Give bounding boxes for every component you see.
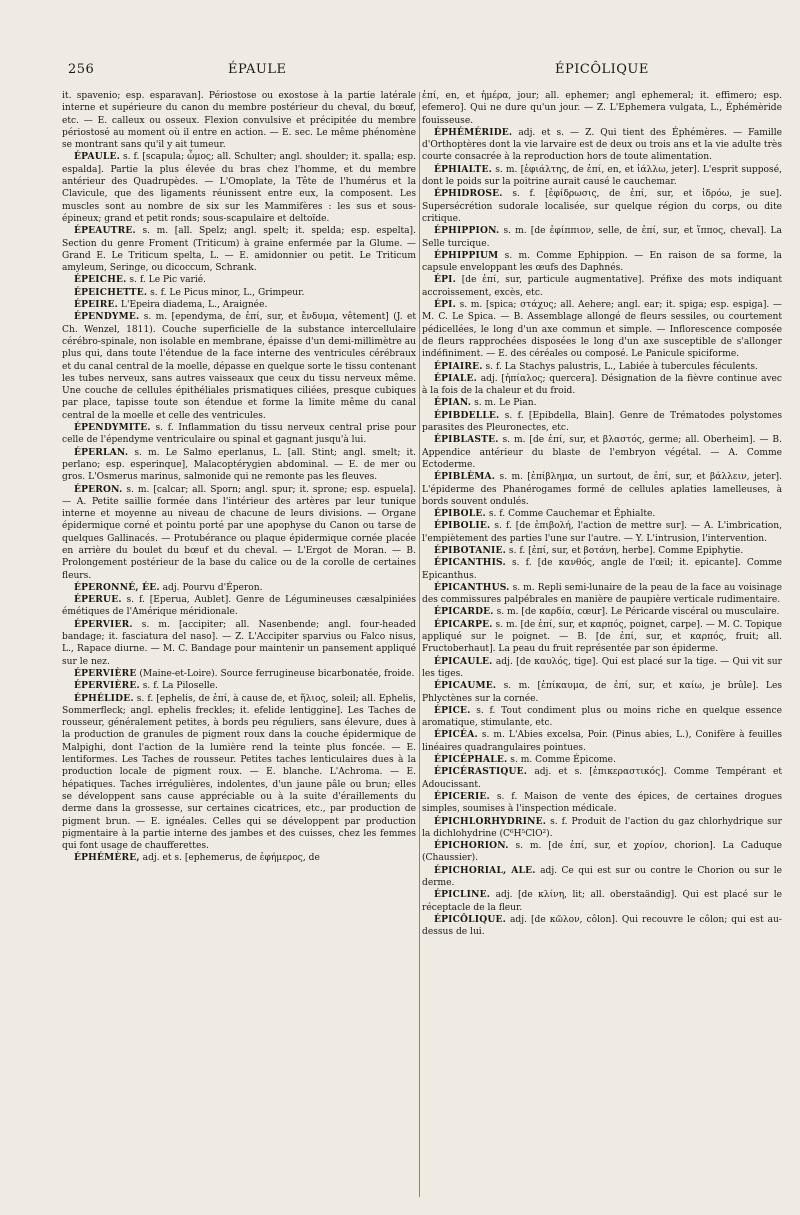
entry-headword: ÉPICÔLIQUE. [434, 913, 506, 925]
dictionary-entry [422, 705, 782, 730]
entry-definition: s. f. [ἐπί, sur, et βοτάνη, herbe]. Comme Epiphytie. [508, 545, 744, 556]
dictionary-entry [62, 299, 416, 311]
entry-headword: ÉPERUE. [74, 594, 122, 606]
entry-headword: ÉPICARDE. [434, 606, 494, 618]
entry-definition: s. f. [ἐφίδρωσις, de ἐπί, sur, et ἱδρόω, je sue]. Supersécrétion sudorale localisée, sur quelque région du corps, ou dite critique. [422, 189, 782, 224]
entry-headword: ÉPEAUTRE. [74, 225, 136, 237]
entry-definition: s. m. [ependyma, de ἐπί, sur, et ἔνδυμα, vêtement] (J. et Ch. Wenzel, 1811). Couche superficielle de la substance intercellulaire cérébro-spinale, non isolable en membrane, épaisse d'un demi-millimètre au plus qui, dans toute l'étendue de la face interne des ventricules cérébraux et du canal central de la moelle, dépasse en quelque sorte le tissu contenant les tubes nerveux, sans autres vaisseaux que ceux du tissu nerveux même. Une couche de cellules épithéliales prismatiques ciliées, presque cubiques par place, tapisse toute son étendue et forme la limite même du canal central de la moelle et celle des ventricules. [62, 312, 416, 421]
entry-definition: s. f. [de ἐπιβολή, l'action de mettre sur]. — A. L'imbrication, l'empiètement des parties l'une sur l'autre. — Y. L'intrusion, l'intervention. [422, 521, 782, 544]
dictionary-entry [422, 889, 782, 914]
entry-definition: s. m. L'Abies excelsa, Poir. (Pinus abies, L.), Conifère à feuilles linéaires quadrangulaires pointues. [422, 730, 782, 753]
entry-headword: ÉPHÉMÈRE, [74, 852, 140, 864]
entry-headword: ÉPERVIER. [74, 618, 133, 630]
entry-definition: s. f. La Piloselle. [142, 681, 218, 692]
entry-headword: ÉPICANTHIS. [434, 557, 506, 569]
entry-definition: s. f. Produit de l'action du gaz chlorhydrique sur la dichlohydrine (C⁶H⁵ClO²). [422, 816, 782, 839]
dictionary-entry [62, 619, 416, 668]
entry-headword: ÉPICAUME. [434, 680, 497, 692]
entry-headword: ÉPICÉPHALE. [434, 754, 508, 766]
dictionary-entry [422, 840, 782, 865]
entry-headword: ÉPICÉA. [434, 729, 478, 741]
dictionary-entry [62, 693, 416, 853]
entry-definition: adj. Pourvu d'Éperon. [162, 582, 263, 593]
entry-headword: ÉPERVIÈRE [74, 667, 137, 679]
dictionary-entry [62, 151, 416, 225]
entry-definition: s. m. Comme Épicome. [510, 755, 616, 766]
entry-headword: ÉPENDYME. [74, 311, 140, 323]
entry-headword: ÉPICLINE. [434, 889, 491, 901]
entry-headword: ÉPICÉRASTIQUE. [434, 766, 528, 778]
entry-headword: ÉPI. [434, 299, 456, 311]
entry-headword: ÉPICAULE. [434, 655, 493, 667]
entry-definition: s. m. [all. Spelz; angl. spelt; it. spelda; esp. espelta]. Section du genre Froment (Triticum) à graine enfermée par la Glume. — Grand E. Le Triticum spelta, L. — E. amidonnier ou petit. Le Triticum amyleum, Seringe, ou dicoccum, Schrank. [62, 226, 416, 274]
entry-headword: ÉPIBDELLE. [434, 409, 500, 421]
entry-headword: ÉPICARPE. [434, 618, 493, 630]
entry-headword: ÉPHIPPIUM [434, 249, 499, 261]
entry-headword: ÉPIBOLE. [434, 508, 486, 520]
dictionary-entry [62, 287, 416, 299]
entry-definition: s. f. La Stachys palustris, L., Labiée à tubercules féculents. [485, 361, 758, 372]
entry-definition: s. m. [spica; στάχυς; all. Aehere; angl. ear; it. spiga; esp. espiga]. — M. C. Le Spica. — B. Assemblage allongé de fleurs sessiles, ou courtement pédicellées, le long d'un axe commun et simple. — Inflorescence composée de fleurs rapprochées disposées le long d'un axe susceptible de s'allonger indéfiniment. — E. des céréales ou composé. Le Panicule spiciforme. [422, 300, 782, 360]
dictionary-entry [422, 225, 782, 250]
entry-definition: s. m. [de ἐπί, sur, et χορίον, chorion]. La Caduque (Chaussier). [422, 841, 782, 864]
dictionary-entry [422, 299, 782, 360]
entry-definition: s. m. [accipiter; all. Nasenbende; angl. four-headed bandage; it. fasciatura del naso]. — Z. L'Accipiter sparvius ou Falco nisus, L., Rapace diurne. — M. C. Bandage pour maintenir un pansement appliqué sur le nez. [62, 619, 416, 667]
dictionary-entry [422, 410, 782, 435]
dictionary-entry [422, 164, 782, 189]
entry-definition: s. m. [ἐπίκαυμα, de ἐπί, sur, et καίω, je brûle]. Les Phlyctènes sur la cornée. [422, 681, 782, 704]
dictionary-entry [422, 373, 782, 398]
entry-headword: ÉPHÉMÉRIDE. [434, 126, 513, 138]
dictionary-entry [62, 582, 416, 594]
dictionary-entry [62, 680, 416, 692]
entry-headword: ÉPIBOTANIE. [434, 544, 506, 556]
left-running-title: ÉPAULE [228, 62, 287, 77]
running-header [0, 62, 800, 84]
entry-definition: s. m. Comme Ephippion. — En raison de sa forme, la capsule enveloppant les œufs des Daphnés. [422, 250, 782, 274]
dictionary-entry [62, 422, 416, 447]
dictionary-entry [422, 865, 782, 890]
dictionary-entry [422, 520, 782, 545]
entry-headword: ÉPHIDROSE. [434, 188, 503, 200]
entry-headword: ÉPICERIE. [434, 790, 490, 802]
entry-definition: (Maine-et-Loire). Source ferrugineuse bicarbonatée, froide. [139, 668, 415, 679]
dictionary-entry [422, 545, 782, 557]
entry-definition: s. f. [scapula; ὦμος; all. Schulter; angl. shoulder; it. spalla; esp. espalda]. Partie la plus élevée du bras chez l'homme, et du membre antérieur des Quadrupèdes. — L'Omoplate, la Tête de l'humérus et la Clavicule, que des ligaments réunissent entre eux, la composent. Les muscles sont au nombre de six sur les Mammifères : les sus et sous-épineux; grand et petit ronds; sous-scapulaire et deltoïde. [62, 152, 416, 224]
dictionary-entry [422, 557, 782, 582]
dictionary-entry [422, 680, 782, 705]
entry-definition: s. f. [Eperua, Aublet]. Genre de Légumineuses cæsalpiniées émétiques de l'Amérique méridionale. [62, 595, 416, 618]
entry-definition: s. f. Le Pic varié. [129, 275, 207, 286]
dictionary-entry [422, 508, 782, 520]
entry-headword: ÉPIALE. [434, 372, 477, 384]
entry-definition: s. f. [Epibdella, Blain]. Genre de Trématodes polystomes parasites des Pleuronectes, etc. [422, 410, 782, 434]
entry-definition: adj. et s. [ephemerus, de ἐφήμερος, de [142, 853, 320, 864]
entry-headword: ÉPAULE. [74, 151, 120, 163]
dictionary-entry [62, 225, 416, 274]
dictionary-entry [422, 188, 782, 225]
dictionary-entry [422, 619, 782, 656]
entry-definition: adj. [de κῶλον, côlon]. Qui recouvre le côlon; qui est au-dessus de lui. [422, 914, 782, 938]
dictionary-entry [422, 434, 782, 471]
entry-headword: ÉPICHORIAL, ALE. [434, 864, 536, 876]
entry-headword: ÉPHÉLIDE. [74, 692, 134, 704]
entry-definition: adj. [ἠπίαλος; quercera]. Désignation de la fièvre continue avec à la fois de la chaleur et du froid. [422, 373, 782, 397]
entry-definition: adj. [de κλίνη, lit; all. oberstaändig]. Qui est placé sur le réceptacle de la fleur. [422, 890, 782, 913]
dictionary-entry [422, 754, 782, 766]
entry-definition: s. m. Le Pian. [474, 398, 537, 409]
dictionary-entry [422, 791, 782, 816]
dictionary-entry [422, 471, 782, 508]
entry-definition: s. f. Tout condiment plus ou moins riche en quelque essence aromatique, stimulante, etc. [422, 705, 782, 729]
entry-headword: ÉPICE. [434, 704, 471, 716]
dictionary-entry [422, 656, 782, 681]
dictionary-entry [422, 766, 782, 791]
entry-definition: s. m. [ἐπίβλημα, un surtout, de ἐπί, sur, et βάλλειν, jeter]. L'épiderme des Phanérogames formé de cellules aplaties lamelleuses, à bords souvent ondulés. [422, 472, 782, 507]
dictionary-entry [62, 447, 416, 484]
entry-definition: s. m. [de ἐφίππιον, selle, de ἐπί, sur, et ἵππος, cheval]. La Selle turcique. [422, 226, 782, 249]
dictionary-entry [422, 914, 782, 939]
entry-headword: ÉPICANTHUS. [434, 581, 510, 593]
entry-headword: ÉPHIPPION. [434, 225, 500, 237]
entry-definition: s. f. Maison de vente des épices, de certaines drogues simples, soumises à l'inspection médicale. [422, 791, 782, 815]
entry-definition: L'Epeira diadema, L., Araignée. [120, 300, 268, 311]
entry-headword: ÉPERON. [74, 483, 123, 495]
dictionary-entry [422, 606, 782, 618]
entry-definition: s. m. [de ἐπί, sur, et βλαστός, germe; all. Oberheim]. — B. Appendice antérieur du blaste de l'embryon végétal. — A. Comme Ectoderme. [422, 435, 782, 470]
entry-headword: ÉPICHLORHYDRINE. [434, 815, 547, 827]
dictionary-entry [62, 311, 416, 422]
left-column [62, 90, 416, 1202]
entry-headword: ÉPEICHETTE. [74, 286, 148, 298]
dictionary-entry [62, 90, 416, 151]
dictionary-entry [62, 274, 416, 286]
dictionary-entry [422, 127, 782, 164]
entry-definition: s. f. Inflammation du tissu nerveux central prise pour celle de l'épendyme ventriculaire ou spinal et gagnant jusqu'à lui. [62, 423, 416, 446]
entry-definition: s. f. Le Picus minor, L., Grimpeur. [150, 287, 305, 298]
entry-headword: ÉPIBLASTE. [434, 434, 499, 446]
right-running-title: ÉPICÔLIQUE [555, 62, 649, 77]
dictionary-entry [62, 668, 416, 680]
dictionary-entry [422, 729, 782, 754]
entry-definition: adj. [de καυλός, tige]. Qui est placé sur la tige. — Qui vit sur les tiges. [422, 656, 782, 679]
entry-definition: s. m. [ἐφιάλτης, de ἐπί, en, et ἰάλλω, jeter]. L'esprit supposé, dont le poids sur la poitrine aurait causé le cauchemar. [422, 164, 782, 188]
entry-headword: ÉPEICHE. [74, 274, 127, 286]
entry-definition: it. spavenio; esp. esparavan]. Périostose ou exostose à la partie latérale interne et supérieure du canon du membre postérieur du cheval, du bœuf, etc. — E. calleux ou osseux. Flexion convulsive et précipitée du membre périostosé au moment où il entre en action. — E. sec. Le même phénomène se montrant sans qu'il y ait tumeur. [62, 91, 416, 151]
dictionary-entry [62, 484, 416, 582]
entry-definition: adj. Ce qui est sur ou contre le Chorion ou sur le derme. [422, 865, 782, 888]
entry-definition: adj. et s. — Z. Qui tient des Éphémères. — Famille d'Orthoptères dont la vie larvaire est de deux ou trois ans et la vie adulte très courte consacrée à la reproduction hors de toute alimentation. [422, 127, 782, 163]
entry-headword: ÉPERLAN. [74, 446, 129, 458]
entry-headword: ÉPERVIÈRE. [74, 680, 140, 692]
dictionary-entry [422, 274, 782, 299]
entry-definition: adj. et s. [ἐπικεραστικός]. Comme Tempérant et Adoucissant. [422, 767, 782, 790]
dictionary-entry [422, 361, 782, 373]
entry-headword: ÉPIBOLIE. [434, 520, 491, 532]
dictionary-entry [422, 250, 782, 275]
entry-headword: ÉPHIALTE. [434, 163, 492, 175]
dictionary-entry [62, 594, 416, 619]
entry-definition: s. f. [de κανθός, angle de l'œil; it. epicante]. Comme Epicanthus. [422, 558, 782, 581]
dictionary-entry [422, 816, 782, 841]
entry-definition: s. m. [de καρδία, cœur]. Le Péricarde viscéral ou musculaire. [496, 607, 780, 618]
dictionary-entry [422, 582, 782, 607]
entry-headword: ÉPICHORION. [434, 840, 509, 852]
entry-definition: s. m. [calcar; all. Sporn; angl. spur; it. sprone; esp. espuela]. — A. Petite saillie formée dans l'intérieur des artères par leur tunique interne et moyenne au niveau de chacune de leurs divisions. — Organe épidermique corné et pointu porté par une apophyse du Canon ou tarse de quelques Gallinacés. — Protubérance ou plaque épidermique cornée placée en arrière du boulet du bœuf et du cheval. — L'Ergot de Moran. — B. Prolongement postérieur de la base du calice ou de la corolle de certaines fleurs. [62, 484, 416, 581]
entry-headword: ÉPI. [434, 274, 456, 286]
page-number: 256 [68, 62, 95, 77]
entry-definition: s. m. [de ἐπί, sur, et καρπός, poignet, carpe]. — M. C. Topique appliqué sur le poignet. — B. [de ἐπί, sur, et καρπός, fruit; all. Fructoberhaut]. La peau du fruit représentée par son épiderme. [422, 619, 782, 655]
entry-headword: ÉPIAIRE. [434, 360, 483, 372]
column-divider [419, 92, 420, 1197]
entry-headword: ÉPEIRE. [74, 299, 119, 311]
right-column [422, 90, 782, 1202]
entry-definition: ἐπί, en, et ἡμέρα, jour; all. ephemer; angl ephemeral; it. effimero; esp. efemero]. Qui ne dure qu'un jour. — Z. L'Ephemera vulgata, L., Éphémèride fouisseuse. [422, 91, 782, 126]
dictionary-entry [422, 90, 782, 127]
entry-headword: ÉPENDYMITE. [74, 422, 151, 434]
entry-definition: [de ἐπί, sur, particule augmentative]. Préfixe des mots indiquant accroissement, excès, etc. [422, 275, 782, 298]
entry-definition: s. f. Comme Cauchemar et Éphialte. [488, 509, 656, 520]
entry-headword: ÉPERONNÉ, ÉE. [74, 581, 160, 593]
entry-definition: s. m. Repli semi-lunaire de la peau de la face au voisinage des commissures palpébrales en manière de paupière verticale rudimentaire. [422, 582, 782, 606]
entry-headword: ÉPIAN. [434, 397, 472, 409]
entry-definition: s. m. Le Salmo eperlanus, L. [all. Stint; angl. smelt; it. perlano; esp. esperinque], Malacoptérygien abdominal. — E. de mer ou gros. L'Osmerus marinus, salmonide qui ne remonte pas les fleuves. [62, 447, 416, 483]
dictionary-entry [422, 397, 782, 409]
dictionary-entry [62, 852, 416, 864]
entry-definition: s. f. [ephelis, de ἐπί, à cause de, et ἥλιος, soleil; all. Ephelis, Sommerfleck; angl. ephelis freckles; it. efelide lentiggine]. Les Taches de rousseur, généralement petites, à bords peu réguliers, sans élevure, dues à la production de granules de pigment roux dans la couche épidermique de Malpighi, dont l'action de la lumière rend la teinte plus foncée. — E. lentiformes. Les Taches de rousseur. Petites taches lenticulaires dues à la production locale de pigment roux. — E. blanche. L'Achroma. — E. hépatiques. Taches irrégulières, indolentes, d'un jaune pâle ou brun; elles se développent sans cause appréciable ou à la suite d'éraillements du derme dans la grossesse, sur certaines cicatrices, etc., par production de pigment brun. — E. ignéales. Celles qui se développent par production pigmentaire à la partie interne des jambes et des cuisses, chez les femmes qui font usage de chaufferettes. [62, 693, 416, 852]
entry-headword: ÉPIBLÈMA. [434, 471, 496, 483]
